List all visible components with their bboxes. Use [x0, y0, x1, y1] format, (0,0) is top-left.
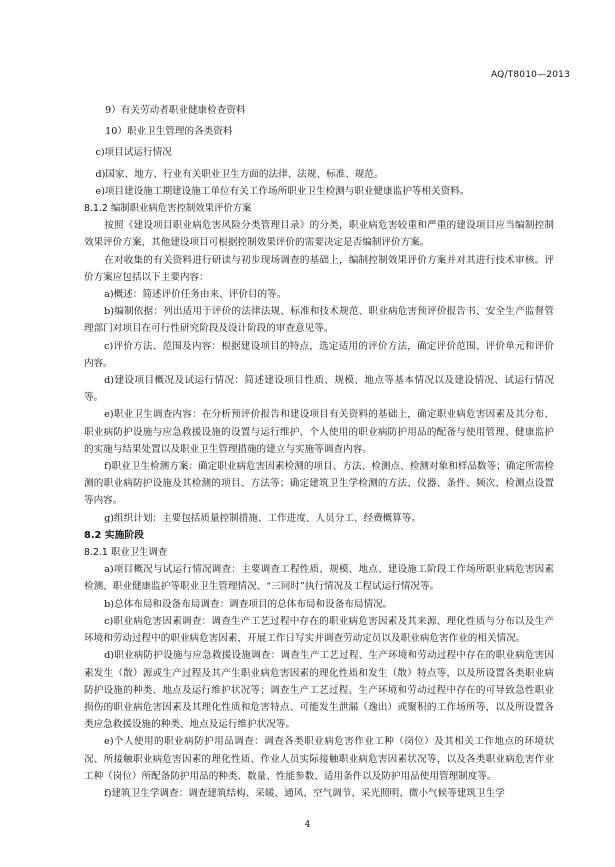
list-item: f)职业卫生检测方案：确定职业病危害因素检测的项目、方法、检测点、检测对象和样品数等；确定所需检测的职业病防护设施及其检测的项目、方法等；确定建筑卫生学检测的方法、仪器、条件、频次、检测点设置等内容。: [84, 461, 554, 507]
list-item: f)建筑卫生学调查：调查建筑结构、采暖、通风、空气调节、采光照明、微小气候等建筑卫生学: [104, 787, 505, 799]
list-item: a)项目概况与试运行情况调查：主要调查工程性质、规模、地点、建设施工阶段工作场所职业病危害因素检测、职业健康监护等职业卫生管理情况、“三同时”执行情况及工程试运行情况等。: [84, 564, 554, 593]
list-item: b)编制依据：列出适用于评价的法律法规、标准和技术规范、职业病危害预评价报告书、安全生产监督管理部门对项目在可行性研究阶段及设计阶段的审查意见等。: [84, 306, 554, 335]
standard-code: AQ/T8010—2013: [490, 70, 570, 80]
list-item: 10）职业卫生管理的各类资料: [105, 126, 233, 138]
section-8-2-1-title: 8.2.1 职业卫生调查: [84, 547, 168, 559]
paragraph: 在对收集的有关资料进行研读与初步现场调查的基础上，编制控制效果评价方案并对其进行技术审核。评价方案应包括以下主要内容：: [84, 254, 554, 283]
list-item: e)项目建设施工期建设施工单位有关工作场所职业卫生检测与职业健康监护等相关资料。: [95, 185, 470, 197]
list-item: d)国家、地方、行业有关职业卫生方面的法律、法规、标准、规范。: [95, 168, 384, 180]
list-item: e)个人使用的职业病防护用品调查：调查各类职业病危害作业工种（岗位）及其相关工作地点的环境状况、所接触职业病危害因素的理化性质、作业人员实际接触职业病危害因素状况等，以及各类职业病危害作业工种（岗位）所配备防护用品的种类、数量、性能参数、适用条件以及防护用品使用管理制度等。: [84, 736, 554, 782]
paragraph: 按照《建设项目职业病危害风险分类管理目录》的分类，职业病危害较重和严重的建设项目应当编制控制效果评价方案，其他建设项目可根据控制效果评价的需要决定是否编制评价方案。: [84, 220, 554, 249]
list-item: c)职业病危害因素调查：调查生产工艺过程中存在的职业病危害因素及其来源、理化性质与分布以及生产环境和劳动过程中的职业病危害因素，开展工作日写实并调查劳动定员以及职业病危害作业的相关情况。: [84, 615, 554, 645]
list-item: e)职业卫生调查内容：在分析预评价报告和建设项目有关资料的基础上，确定职业病危害因素及其分布、职业病防护设施与应急救援设施的设置与运行维护、个人使用的职业病防护用品的配备与使用管理、健康监护的实施与结果处置以及职业卫生管理措施的建立与实施等调查内容。: [84, 409, 554, 455]
list-item: 9）有关劳动者职业健康检查资料: [105, 105, 246, 116]
list-item: d)职业病防护设施与应急救援设施调查：调查生产工艺过程、生产环境和劳动过程中存在的职业病危害因素发生（散）源或生产过程及其产生职业病危害因素的理化性质和发生（散）特点等，以及所设置各类职业病防护设施的种类、地点及运行维护状况等；调查生产工艺过程、生产环境和劳动过程中存在的可导致急性职业损伤的职业病危害因素及其理化性质和危害特点、可能发生泄漏（逸出）或聚积的工作场所等，以及所设置各类应急救援设施的种类、地点及运行维护状况等。: [84, 650, 554, 731]
page-number: 4: [304, 820, 311, 830]
section-8-2-title: 8.2 实施阶段: [84, 529, 144, 541]
list-item: g)组织计划：主要包括质量控制措施、工作进度、人员分工、经费概算等。: [104, 512, 422, 524]
list-item: d)建设项目概况及试运行情况：简述建设项目性质、规模、地点等基本情况以及建设情况、试运行情况等。: [84, 375, 554, 404]
section-8-1-2-title: 8.1.2 编制职业病危害控制效果评价方案: [84, 203, 252, 215]
page-content: [84, 102, 554, 802]
list-item: b)总体布局和设备布局调查：调查项目的总体布局和设备布局情况。: [104, 598, 393, 610]
list-item: c)项目试运行情况: [95, 147, 172, 159]
list-item: a)概述：简述评价任务由来、评价目的等。: [104, 289, 287, 301]
list-item: c)评价方法、范围及内容：根据建设项目的特点，选定适用的评价方法，确定评价范围、评价单元和评价内容。: [84, 340, 554, 369]
